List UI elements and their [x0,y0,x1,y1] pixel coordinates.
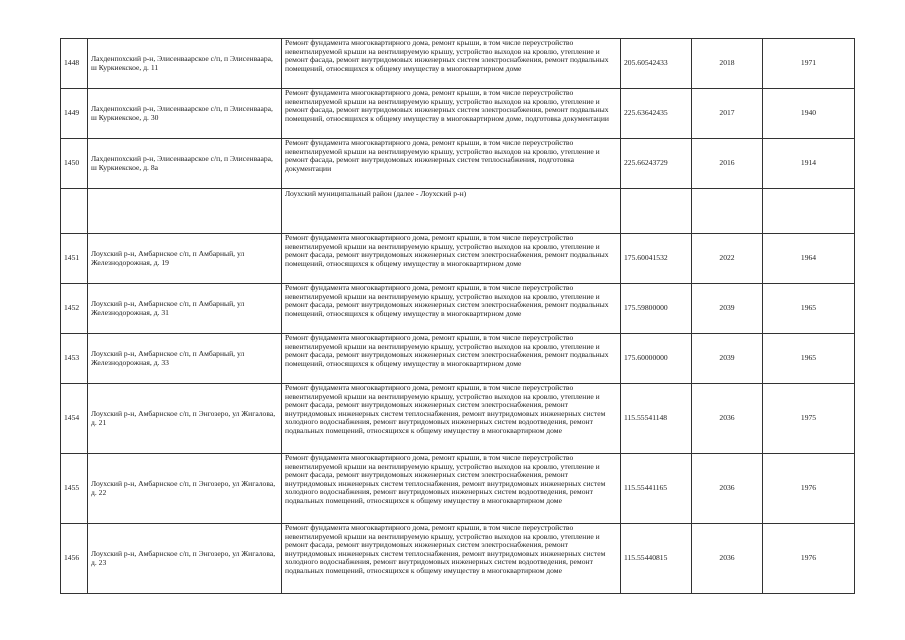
row-number: 1450 [61,139,88,189]
row-value: 175.59800000 [621,284,692,334]
row-works: Ремонт фундамента многоквартирного дома, ремонт крыши, в том числе переустройство невентилируемой крыши на вентилируемую крышу, устройство выходов на кровлю, утепление и ремонт фасада, ремонт внутридомовых инженерных систем электроснабжения, ремонт подвальных помещений, относящихся к общему имуществу в многоквартирном доме, подготовка документации [282,89,621,139]
row-number: 1456 [61,524,88,594]
row-value: 175.60041532 [621,234,692,284]
row-year: 2036 [692,454,763,524]
row-year: 2022 [692,234,763,284]
row-works: Ремонт фундамента многоквартирного дома, ремонт крыши, в том числе переустройство невентилируемой крыши на вентилируемую крышу, устройство выходов на кровлю, утепление и ремонт фасада, ремонт внутридомовых инженерных систем электроснабжения, ремонт внутридомовых инженерных систем теплоснабжения, ремонт внутридомовых инженерных систем холодного водоснабжения, ремонт внутридомовых инженерных систем водоотведения, ремонт подвальных помещений, относящихся к общему имуществу в многоквартирном доме [282,384,621,454]
row-number: 1454 [61,384,88,454]
table-row [61,284,855,334]
table-row [61,39,855,89]
row-year: 2036 [692,524,763,594]
row-number: 1451 [61,234,88,284]
row-year: 2018 [692,39,763,89]
row-number: 1455 [61,454,88,524]
row-built: 1965 [763,284,855,334]
row-works: Ремонт фундамента многоквартирного дома, ремонт крыши, в том числе переустройство невентилируемой крыши на вентилируемую крышу, устройство выходов на кровлю, утепление и ремонт фасада, ремонт внутридомовых инженерных систем электроснабжения, ремонт подвальных помещений, относящихся к общему имуществу в многоквартирном доме [282,39,621,89]
row-built: 1976 [763,524,855,594]
row-built: 1975 [763,384,855,454]
row-address: Лоухский р-н, Амбарнское с/п, п Энгозеро, ул Жигалова, д. 23 [88,524,282,594]
row-works: Ремонт фундамента многоквартирного дома, ремонт крыши, в том числе переустройство невентилируемой крыши на вентилируемую крышу, устройство выходов на кровлю, утепление и ремонт фасада, ремонт внутридомовых инженерных систем электроснабжения, ремонт подвальных помещений, относящихся к общему имуществу в многоквартирном доме [282,334,621,384]
table-row [61,334,855,384]
row-built: 1976 [763,454,855,524]
row-year: 2016 [692,139,763,189]
row-value: 115.55441165 [621,454,692,524]
row-built: 1971 [763,39,855,89]
row-address: Лоухский р-н, Амбарнское с/п, п Амбарный, ул Железнодорожная, д. 31 [88,284,282,334]
row-works: Ремонт фундамента многоквартирного дома, ремонт крыши, в том числе переустройство невентилируемой крыши на вентилируемую крышу, устройство выходов на кровлю, утепление и ремонт фасада, ремонт внутридомовых инженерных систем теплоснабжения, подготовка документации [282,139,621,189]
row-built: 1965 [763,334,855,384]
row-year: 2017 [692,89,763,139]
row-works: Ремонт фундамента многоквартирного дома, ремонт крыши, в том числе переустройство невентилируемой крыши на вентилируемую крышу, устройство выходов на кровлю, утепление и ремонт фасада, ремонт внутридомовых инженерных систем электроснабжения, ремонт внутридомовых инженерных систем теплоснабжения, ремонт внутридомовых инженерных систем холодного водоснабжения, ремонт внутридомовых инженерных систем водоотведения, ремонт подвальных помещений, относящихся к общему имуществу в многоквартирном доме [282,524,621,594]
table-row [61,234,855,284]
row-works: Ремонт фундамента многоквартирного дома, ремонт крыши, в том числе переустройство невентилируемой крыши на вентилируемую крышу, устройство выходов на кровлю, утепление и ремонт фасада, ремонт внутридомовых инженерных систем электроснабжения, ремонт внутридомовых инженерных систем теплоснабжения, ремонт внутридомовых инженерных систем холодного водоснабжения, ремонт внутридомовых инженерных систем водоотведения, ремонт подвальных помещений, относящихся к общему имуществу в многоквартирном доме [282,454,621,524]
section-title: Лоухский муниципальный район (далее - Лоухский р-н) [282,189,621,234]
row-year: 2036 [692,384,763,454]
row-built: 1914 [763,139,855,189]
row-value: 225.66243729 [621,139,692,189]
table-row [61,524,855,594]
row-number: 1453 [61,334,88,384]
row-value: 175.60000000 [621,334,692,384]
row-value: 115.55541148 [621,384,692,454]
table-row [61,384,855,454]
row-year: 2039 [692,284,763,334]
row-address: Лоухский р-н, Амбарнское с/п, п Энгозеро, ул Жигалова, д. 22 [88,454,282,524]
row-works: Ремонт фундамента многоквартирного дома, ремонт крыши, в том числе переустройство невентилируемой крыши на вентилируемую крышу, устройство выходов на кровлю, утепление и ремонт фасада, ремонт внутридомовых инженерных систем электроснабжения, ремонт подвальных помещений, относящихся к общему имуществу в многоквартирном доме [282,284,621,334]
row-address: Лоухский р-н, Амбарнское с/п, п Амбарный, ул Железнодорожная, д. 19 [88,234,282,284]
row-address: Лахденпохский р-н, Элисенваарское с/п, п Элисенваара, ш Куркиекское, д. 30 [88,89,282,139]
row-year: 2039 [692,334,763,384]
row-value: 115.55440815 [621,524,692,594]
row-address: Лахденпохский р-н, Элисенваарское с/п, п Элисенваара, ш Куркиекское, д. 11 [88,39,282,89]
row-value: 225.63642435 [621,89,692,139]
section-row [61,189,855,234]
table-row [61,454,855,524]
row-value: 205.60542433 [621,39,692,89]
row-address: Лахденпохский р-н, Элисенваарское с/п, п Элисенваара, ш Куркиекское, д. 8а [88,139,282,189]
row-works: Ремонт фундамента многоквартирного дома, ремонт крыши, в том числе переустройство невентилируемой крыши на вентилируемую крышу, устройство выходов на кровлю, утепление и ремонт фасада, ремонт внутридомовых инженерных систем электроснабжения, ремонт подвальных помещений, относящихся к общему имуществу в многоквартирном доме [282,234,621,284]
row-built: 1940 [763,89,855,139]
row-number: 1452 [61,284,88,334]
row-address: Лоухский р-н, Амбарнское с/п, п Энгозеро, ул Жигалова, д. 21 [88,384,282,454]
capital-repair-table [60,38,855,594]
row-number: 1448 [61,39,88,89]
row-number: 1449 [61,89,88,139]
row-built: 1964 [763,234,855,284]
table-row [61,89,855,139]
row-address: Лоухский р-н, Амбарнское с/п, п Амбарный, ул Железнодорожная, д. 33 [88,334,282,384]
table-row [61,139,855,189]
